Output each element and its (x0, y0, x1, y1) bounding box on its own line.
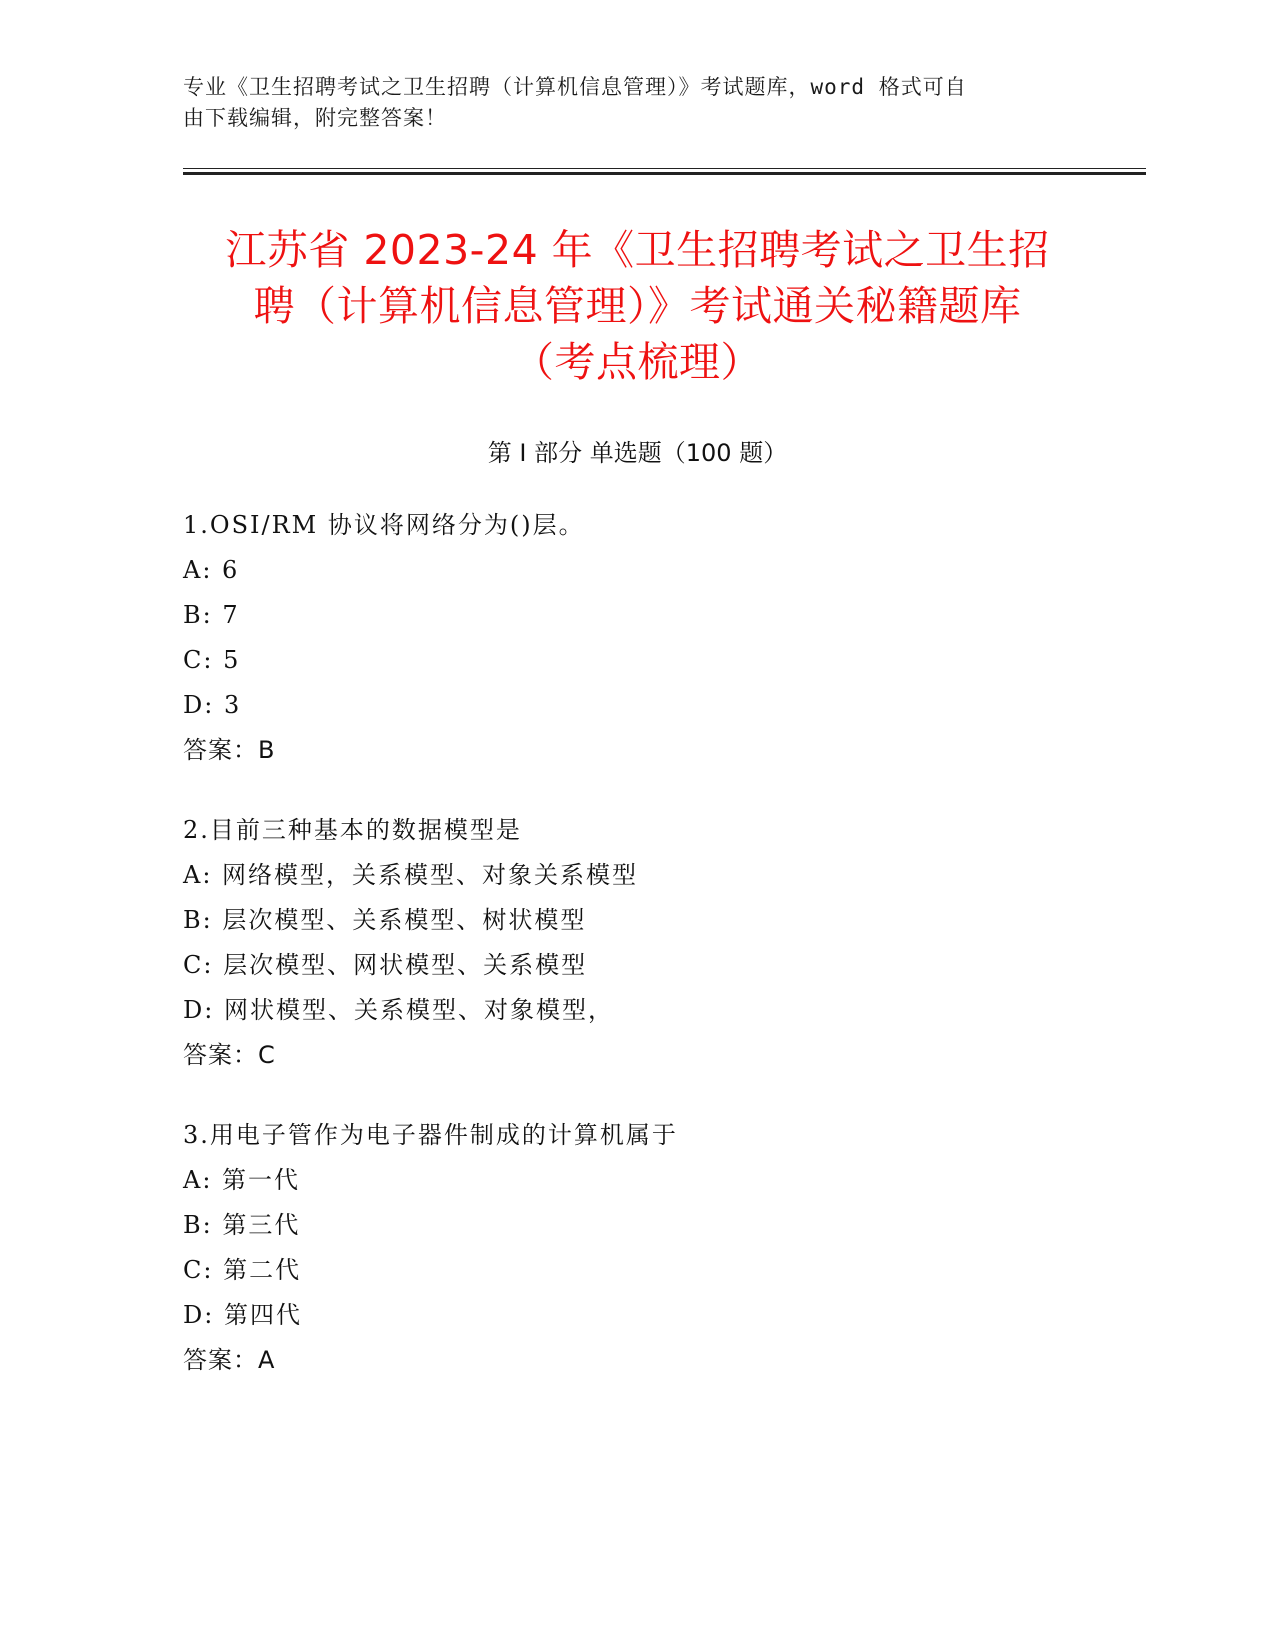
option-c: C: 第二代 (183, 1256, 302, 1284)
document-title-line-3: （考点梳理） (513, 338, 762, 386)
option-d: D: 第四代 (183, 1301, 302, 1329)
document-title-line-1: 江苏省 2023-24 年《卫生招聘考试之卫生招 (225, 226, 1050, 274)
question-stem: 1.OSI/RM 协议将网络分为()层。 (183, 511, 585, 539)
option-d: D: 网状模型、关系模型、对象模型， (183, 996, 614, 1024)
question-1 (183, 503, 1083, 773)
answer: 答案：A (183, 1346, 276, 1374)
question-3 (183, 1113, 1083, 1383)
header-divider-thick (183, 172, 1146, 175)
option-a: A: 第一代 (183, 1166, 301, 1194)
document-title (150, 222, 1125, 390)
option-b: B: 7 (183, 601, 240, 629)
answer: 答案：C (183, 1041, 276, 1069)
option-a: A: 网络模型，关系模型、对象关系模型 (183, 861, 639, 889)
option-a: A: 6 (183, 556, 240, 584)
question-2 (183, 808, 1083, 1078)
option-c: C: 层次模型、网状模型、关系模型 (183, 951, 588, 979)
option-b: B: 层次模型、关系模型、树状模型 (183, 906, 587, 934)
option-d: D: 3 (183, 691, 242, 719)
section-heading: 第 I 部分 单选题（100 题） (487, 439, 788, 467)
question-stem: 3.用电子管作为电子器件制成的计算机属于 (183, 1121, 678, 1149)
option-c: C: 5 (183, 646, 241, 674)
answer: 答案：B (183, 736, 276, 764)
header-note (183, 72, 1063, 134)
header-note-line-2: 由下载编辑，附完整答案！ (183, 106, 447, 130)
question-stem: 2.目前三种基本的数据模型是 (183, 816, 522, 844)
document-title-line-2: 聘（计算机信息管理）》考试通关秘籍题库 (253, 282, 1022, 330)
header-note-line-1: 专业《卫生招聘考试之卫生招聘（计算机信息管理）》考试题库，word 格式可自 (183, 75, 967, 99)
option-b: B: 第三代 (183, 1211, 301, 1239)
header-divider-thin (183, 168, 1146, 169)
